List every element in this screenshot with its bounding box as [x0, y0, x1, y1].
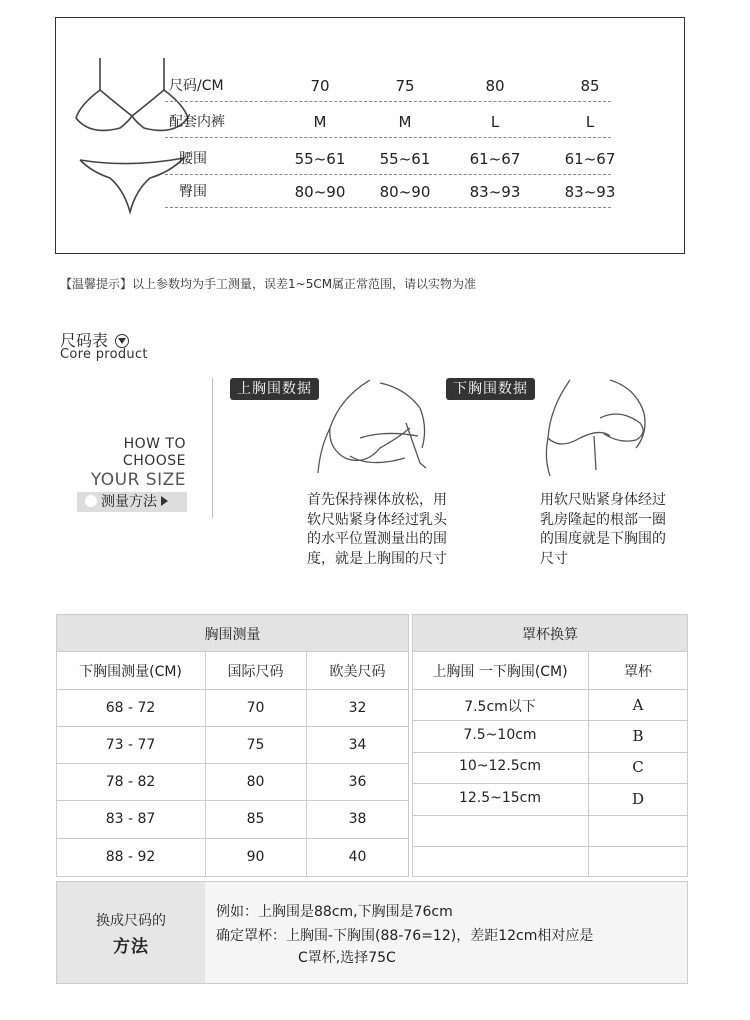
row-divider	[56, 800, 409, 801]
cup-table-frame	[412, 614, 688, 877]
table-cell: A	[632, 696, 644, 714]
bust-table-title: 胸围测量	[204, 627, 261, 643]
table-cell: 7.5cm以下	[464, 699, 536, 715]
under-bust-description	[540, 491, 666, 569]
desc-line: 首先保持裸体放松，用	[307, 492, 447, 508]
size-cell: 83~93	[469, 183, 521, 201]
size-row-hip	[165, 177, 616, 208]
cup-table-header: 上胸围 一下胸围(CM)	[432, 664, 568, 680]
conversion-line: 例如：上胸围是88cm,下胸围是76cm	[216, 904, 453, 920]
bust-table-header: 国际尺码	[227, 664, 284, 680]
play-icon	[161, 496, 168, 506]
table-cell: 73 - 77	[105, 737, 156, 753]
row-divider	[412, 689, 688, 690]
how-to-line: HOW TO	[123, 436, 186, 452]
how-to-block	[60, 436, 186, 490]
col-divider	[205, 651, 206, 877]
table-cell: 85	[246, 811, 265, 827]
conversion-line: C罩杯,选择75C	[298, 950, 396, 966]
size-row-label: 尺码/CM	[169, 78, 224, 94]
table-cell: 83 - 87	[105, 811, 156, 827]
under-bust-illustration	[540, 378, 670, 478]
size-cell: M	[313, 113, 327, 131]
bust-table-header: 欧美尺码	[329, 664, 386, 680]
size-cell: 61~67	[469, 150, 521, 168]
table-cell: 88 - 92	[105, 849, 156, 865]
table-cell: 78 - 82	[105, 774, 156, 790]
row-divider	[412, 720, 688, 721]
how-to-line: YOUR SIZE	[90, 470, 186, 490]
desc-line: 度，就是上胸围的尺寸	[307, 550, 447, 567]
size-row-panty	[165, 107, 611, 138]
table-cell: 36	[348, 774, 367, 790]
row-divider	[56, 726, 409, 727]
method-label-text: 测量方法	[101, 494, 157, 510]
chart-subtitle: Core product	[60, 347, 148, 362]
size-cell: 85	[580, 77, 600, 95]
desc-line: 尺寸	[540, 550, 568, 567]
table-cell: 80	[246, 774, 265, 790]
table-cell: 68 - 72	[105, 700, 156, 716]
row-divider	[56, 763, 409, 764]
table-cell: 75	[246, 737, 265, 753]
size-row-label: 配套内裤	[169, 114, 225, 130]
divider	[212, 378, 213, 518]
row-divider	[412, 783, 688, 784]
table-cell: 40	[348, 849, 367, 865]
table-cell: 34	[348, 737, 367, 753]
table-cell: 90	[246, 849, 265, 865]
size-cell: 80~90	[379, 183, 431, 201]
upper-bust-description	[307, 491, 447, 569]
size-cell: 70	[310, 77, 330, 95]
cup-table-title: 罩杯换算	[522, 627, 578, 643]
size-cell: L	[585, 113, 595, 131]
size-cell: M	[398, 113, 412, 131]
size-cell: 80~90	[294, 183, 346, 201]
table-cell: 70	[246, 700, 265, 716]
col-divider	[306, 651, 307, 877]
size-cell: 75	[395, 77, 415, 95]
table-cell: B	[632, 727, 644, 745]
row-divider	[412, 651, 688, 652]
size-row-waist	[165, 144, 616, 175]
desc-line: 的围度就是下胸围的	[540, 531, 666, 547]
table-cell: C	[632, 758, 644, 776]
conversion-title: 换成尺码的	[96, 913, 166, 929]
size-cell: 55~61	[294, 150, 346, 168]
row-divider	[412, 846, 688, 847]
how-to-line: CHOOSE	[122, 453, 186, 469]
desc-line: 乳房隆起的根部一圈	[540, 511, 666, 528]
chevron-down-icon	[115, 334, 129, 348]
upper-bust-tag: 上胸围数据	[230, 378, 319, 400]
desc-line: 用软尺贴紧身体经过	[540, 492, 666, 508]
conversion-line: 确定罩杯：上胸围-下胸围(88-76=12)，差距12cm相对应是	[216, 928, 594, 944]
size-cell: L	[490, 113, 500, 131]
size-cell: 83~93	[564, 183, 616, 201]
size-row-label: 腰围	[179, 151, 207, 167]
conversion-title-bold: 方法	[113, 937, 149, 957]
table-cell: 10~12.5cm	[458, 758, 542, 774]
table-cell: 12.5~15cm	[458, 790, 542, 806]
row-divider	[412, 815, 688, 816]
row-divider	[56, 651, 409, 652]
size-row-label: 臀围	[179, 184, 207, 200]
table-cell: 32	[348, 700, 367, 716]
size-cell: 61~67	[564, 150, 616, 168]
measure-method-label	[77, 492, 187, 512]
size-row-cm	[165, 71, 611, 102]
under-bust-tag: 下胸围数据	[446, 378, 535, 400]
size-cell: 80	[485, 77, 505, 95]
row-divider	[56, 689, 409, 690]
tape-icon	[85, 495, 97, 507]
size-cell: 55~61	[379, 150, 431, 168]
row-divider	[412, 752, 688, 753]
table-cell: 38	[348, 811, 367, 827]
table-cell: D	[631, 790, 645, 808]
upper-bust-illustration	[310, 378, 450, 478]
desc-line: 软尺贴紧身体经过乳头	[307, 511, 447, 528]
row-divider	[56, 838, 409, 839]
bust-table-header: 下胸围测量(CM)	[79, 664, 182, 680]
desc-line: 的水平位置测量出的围	[307, 531, 447, 547]
cup-table-header: 罩杯	[624, 664, 652, 680]
notice-text: 【温馨提示】以上参数均为手工测量，误差1~5CM属正常范围，请以实物为准	[60, 277, 477, 291]
chart-title-text: 尺码表	[60, 331, 109, 350]
table-cell: 7.5~10cm	[463, 727, 537, 743]
